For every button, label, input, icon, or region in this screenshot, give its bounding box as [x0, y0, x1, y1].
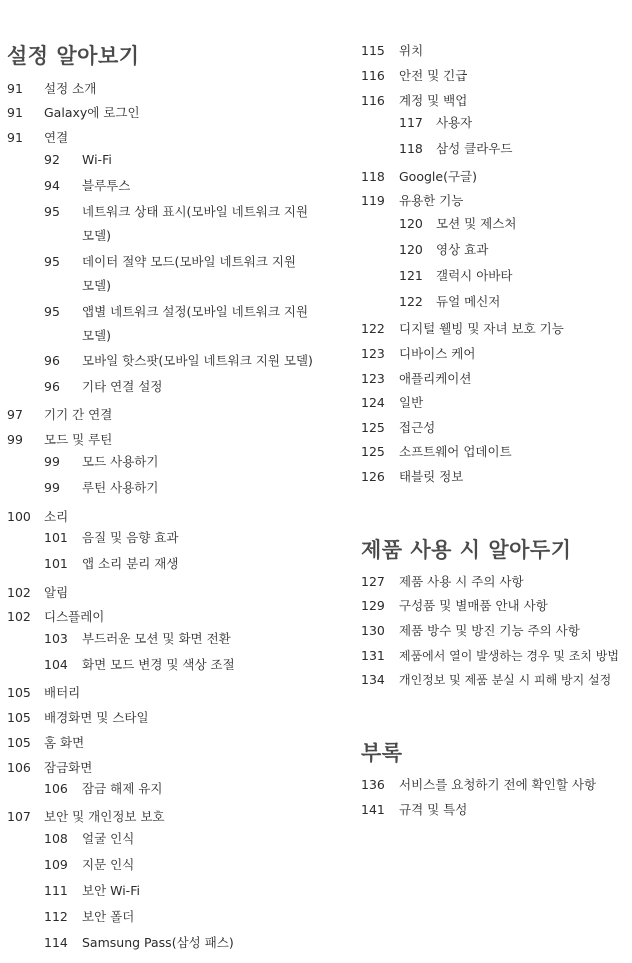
entry-label: 듀얼 메신저 [436, 294, 501, 309]
page-number: 129 [361, 598, 385, 613]
section-title-product-usage: 제품 사용 시 알아두기 [361, 538, 572, 562]
entry-label: 모바일 핫스팟(모바일 네트워크 지원 모델) [82, 353, 313, 368]
page-number: 95 [44, 254, 60, 269]
entry-label: 기기 간 연결 [44, 407, 113, 422]
page-number: 104 [44, 657, 68, 672]
page-number: 120 [399, 216, 423, 231]
entry-label: 소프트웨어 업데이트 [399, 444, 512, 459]
page-number: 127 [361, 574, 385, 589]
entry-label-continued: 모델) [82, 328, 112, 343]
entry-label: 루틴 사용하기 [82, 480, 159, 495]
entry-label: 연결 [44, 130, 69, 145]
page-number: 112 [44, 909, 68, 924]
entry-label: 배터리 [44, 685, 81, 700]
page-number: 99 [44, 454, 60, 469]
page-number: 122 [399, 294, 423, 309]
entry-label: 홈 화면 [44, 735, 85, 750]
page-number: 101 [44, 556, 68, 571]
entry-label: 계정 및 백업 [399, 93, 468, 108]
page-number: 115 [361, 43, 385, 58]
page-number: 134 [361, 672, 385, 687]
page-number: 136 [361, 777, 385, 792]
page-number: 100 [7, 509, 31, 524]
entry-label: 음질 및 음향 효과 [82, 530, 179, 545]
entry-label: Google(구글) [399, 169, 477, 184]
entry-label: 서비스를 요청하기 전에 확인할 사항 [399, 777, 597, 792]
page-number: 107 [7, 809, 31, 824]
entry-label: 기타 연결 설정 [82, 379, 163, 394]
entry-label: 보안 및 개인정보 보호 [44, 809, 165, 824]
entry-label-continued: 모델) [82, 278, 112, 293]
page-number: 130 [361, 623, 385, 638]
entry-label: 태블릿 정보 [399, 469, 464, 484]
page-number: 125 [361, 420, 385, 435]
section-title-appendix: 부록 [361, 741, 403, 765]
entry-label: 애플리케이션 [399, 371, 472, 386]
entry-label: 디스플레이 [44, 609, 105, 624]
entry-label: 소리 [44, 509, 69, 524]
entry-label: 개인정보 및 제품 분실 시 피해 방지 설정 [399, 673, 612, 687]
entry-label: 잠금 해제 유지 [82, 781, 163, 796]
section-title-settings: 설정 알아보기 [7, 44, 140, 68]
entry-label: Galaxy에 로그인 [44, 105, 140, 120]
entry-label: 위치 [399, 43, 424, 58]
page-number: 91 [7, 130, 23, 145]
entry-label: 모드 및 루틴 [44, 432, 113, 447]
entry-label-continued: 모델) [82, 228, 112, 243]
page-number: 123 [361, 346, 385, 361]
entry-label: 얼굴 인식 [82, 831, 135, 846]
page-number: 114 [44, 935, 68, 950]
page-number: 141 [361, 802, 385, 817]
page-number: 106 [7, 760, 31, 775]
page-number: 96 [44, 353, 60, 368]
entry-label: 모션 및 제스처 [436, 216, 517, 231]
page-number: 105 [7, 710, 31, 725]
entry-label: Wi-Fi [82, 152, 112, 167]
page-number: 122 [361, 321, 385, 336]
entry-label: 앱별 네트워크 설정(모바일 네트워크 지원 [82, 304, 309, 319]
entry-label: 지문 인식 [82, 857, 135, 872]
page-number: 125 [361, 444, 385, 459]
entry-label: 보안 Wi-Fi [82, 883, 140, 898]
entry-label: 데이터 절약 모드(모바일 네트워크 지원 [82, 254, 296, 269]
entry-label: 규격 및 특성 [399, 802, 468, 817]
entry-label: 갤럭시 아바타 [436, 268, 513, 283]
entry-label: 일반 [399, 395, 424, 410]
page-number: 120 [399, 242, 423, 257]
page-number: 123 [361, 371, 385, 386]
entry-label: 보안 폴더 [82, 909, 135, 924]
entry-label: 화면 모드 변경 및 색상 조절 [82, 657, 235, 672]
page-number: 106 [44, 781, 68, 796]
entry-label: 접근성 [399, 420, 436, 435]
page-number: 101 [44, 530, 68, 545]
page-number: 109 [44, 857, 68, 872]
page-number: 124 [361, 395, 385, 410]
entry-label: 삼성 클라우드 [436, 141, 513, 156]
entry-label: 네트워크 상태 표시(모바일 네트워크 지원 [82, 204, 309, 219]
entry-label: 사용자 [436, 115, 473, 130]
page-number: 91 [7, 105, 23, 120]
entry-label: 구성품 및 별매품 안내 사항 [399, 598, 548, 613]
page-number: 105 [7, 685, 31, 700]
entry-label: 잠금화면 [44, 760, 93, 775]
entry-label: 영상 효과 [436, 242, 489, 257]
entry-label: 디바이스 케어 [399, 346, 476, 361]
entry-label: 부드러운 모션 및 화면 전환 [82, 631, 231, 646]
page-number: 131 [361, 648, 385, 663]
entry-label: 제품 방수 및 방진 기능 주의 사항 [399, 623, 580, 638]
page-number: 102 [7, 585, 31, 600]
page-number: 91 [7, 81, 23, 96]
page-number: 102 [7, 609, 31, 624]
page-number: 97 [7, 407, 23, 422]
page-number: 117 [399, 115, 423, 130]
page-number: 116 [361, 93, 385, 108]
page-number: 118 [399, 141, 423, 156]
entry-label: 배경화면 및 스타일 [44, 710, 149, 725]
page-number: 118 [361, 169, 385, 184]
entry-label: 앱 소리 분리 재생 [82, 556, 179, 571]
page-number: 126 [361, 469, 385, 484]
entry-label: 설정 소개 [44, 81, 97, 96]
page-number: 99 [7, 432, 23, 447]
entry-label: 제품 사용 시 주의 사항 [399, 574, 524, 589]
page-number: 108 [44, 831, 68, 846]
entry-label: 안전 및 긴급 [399, 68, 468, 83]
entry-label: 디지털 웰빙 및 자녀 보호 기능 [399, 321, 564, 336]
page-number: 99 [44, 480, 60, 495]
page-number: 121 [399, 268, 423, 283]
page-number: 96 [44, 379, 60, 394]
page-number: 95 [44, 304, 60, 319]
entry-label: 알림 [44, 585, 69, 600]
entry-label: 모드 사용하기 [82, 454, 159, 469]
page-number: 111 [44, 883, 68, 898]
page-number: 105 [7, 735, 31, 750]
entry-label: 제품에서 열이 발생하는 경우 및 조치 방법 [399, 649, 619, 663]
page-number: 92 [44, 152, 60, 167]
entry-label: Samsung Pass(삼성 패스) [82, 935, 234, 950]
entry-label: 블루투스 [82, 178, 131, 193]
entry-label: 유용한 기능 [399, 193, 464, 208]
page-number: 103 [44, 631, 68, 646]
page-number: 94 [44, 178, 60, 193]
page-number: 119 [361, 193, 385, 208]
page-number: 95 [44, 204, 60, 219]
page-number: 116 [361, 68, 385, 83]
